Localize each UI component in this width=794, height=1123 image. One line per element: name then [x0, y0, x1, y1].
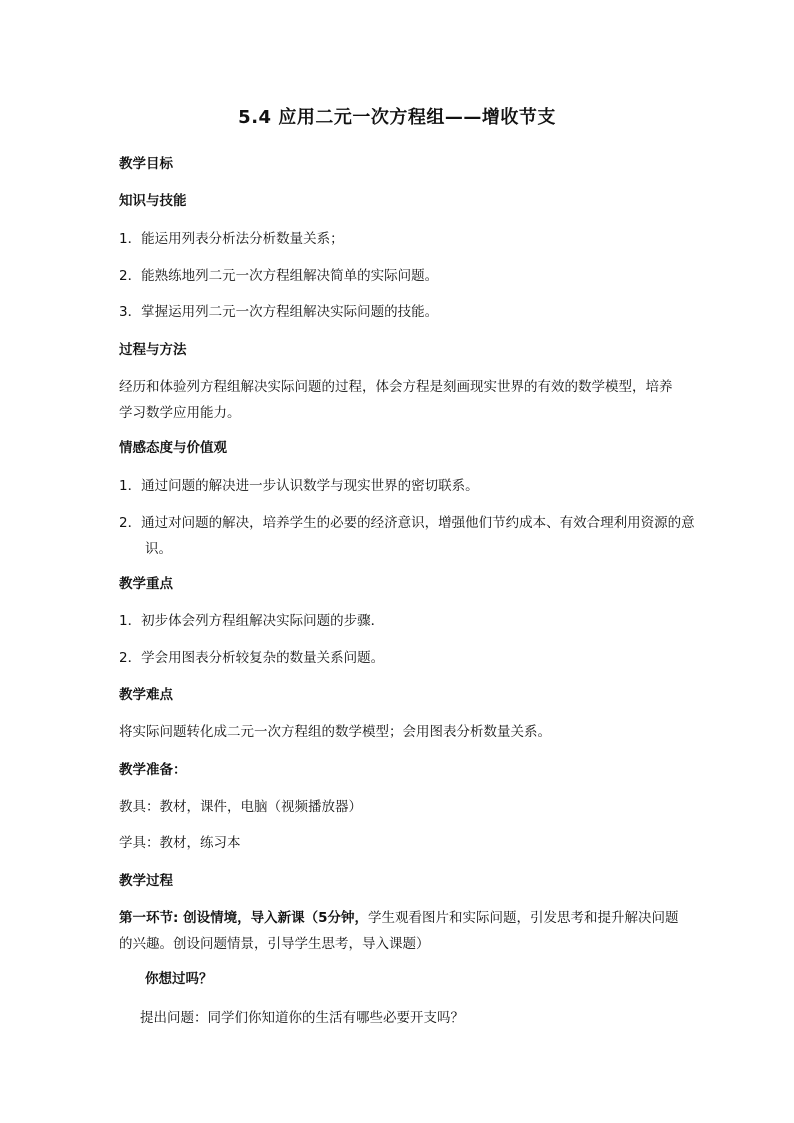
- difficulty-heading: 教学难点: [119, 687, 173, 703]
- key-point-2: 2．学会用图表分析较复杂的数量关系问题。: [119, 650, 385, 666]
- step1-rest: 学生观看图片和实际问题，引发思考和提升解决问题的兴趣。创设问题情景，引导学生思考，导入课题）: [119, 910, 679, 952]
- knowledge-item-1: 1．能运用列表分析法分析数量关系；: [119, 231, 344, 247]
- step1-paragraph: [119, 905, 684, 957]
- key-points-heading: 教学重点: [119, 576, 173, 592]
- document-title: 5.4 应用二元一次方程组——增收节支: [238, 107, 556, 128]
- thought-heading: 你想过吗？: [145, 971, 213, 987]
- knowledge-item-3: 3．掌握运用列二元一次方程组解决实际问题的技能。: [119, 304, 439, 320]
- student-tools: 学具：教材，练习本: [119, 835, 241, 851]
- difficulty-text: 将实际问题转化成二元一次方程组的数学模型；会用图表分析数量关系。: [119, 724, 551, 740]
- knowledge-item-2: 2．能熟练地列二元一次方程组解决简单的实际问题。: [119, 268, 439, 284]
- question-text: 提出问题：同学们你知道你的生活有哪些必要开支吗？: [140, 1010, 464, 1026]
- emotion-item-1: 1．通过问题的解决进一步认识数学与现实世界的密切联系。: [119, 478, 479, 494]
- teacher-tools: 教具：教材，课件，电脑（视频播放器）: [119, 799, 362, 815]
- knowledge-heading: 知识与技能: [119, 193, 187, 209]
- objectives-heading: 教学目标: [119, 156, 173, 172]
- key-point-1: 1．初步体会列方程组解决实际问题的步骤．: [119, 613, 385, 629]
- emotion-heading: 情感态度与价值观: [119, 440, 227, 456]
- preparation-heading: 教学准备：: [119, 762, 187, 778]
- process-heading: 过程与方法: [119, 342, 187, 358]
- step1-bold: 第一环节: 创设情境，导入新课（5分钟，: [119, 910, 368, 926]
- process-text: 经历和体验列方程组解决实际问题的过程，体会方程是刻画现实世界的有效的数学模型，培养学习数学应用能力。: [119, 379, 673, 421]
- emotion-item-2: 2．通过对问题的解决，培养学生的必要的经济意识，增强他们节约成本、有效合理利用资源的意识。: [119, 515, 695, 557]
- process-section-heading: 教学过程: [119, 873, 173, 889]
